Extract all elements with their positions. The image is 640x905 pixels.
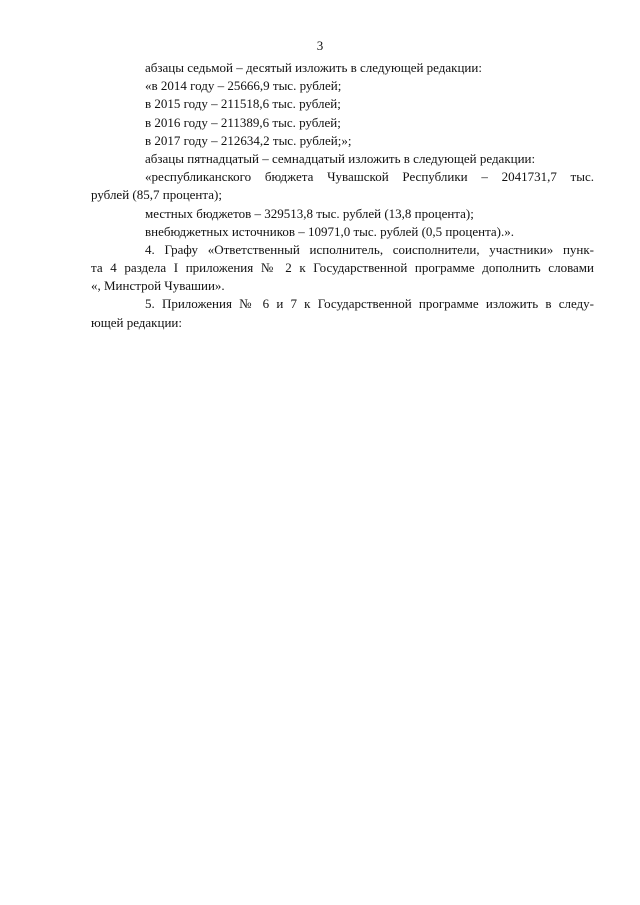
paragraph-line: местных бюджетов – 329513,8 тыс. рублей (13,8 процента); <box>145 205 474 221</box>
paragraph-line: 4. Графу «Ответственный исполнитель, соисполнители, участники» пунк- <box>145 241 594 257</box>
paragraph-line: та 4 раздела I приложения № 2 к Государственной программе дополнить словами <box>91 260 594 276</box>
paragraph-line: «республиканского бюджета Чувашской Республики – 2041731,7 тыс. <box>145 169 594 185</box>
paragraph-line: «в 2014 году – 25666,9 тыс. рублей; <box>145 78 342 94</box>
paragraph-line: в 2017 году – 212634,2 тыс. рублей;»; <box>145 132 352 148</box>
paragraph-line: ющей редакции: <box>91 314 182 330</box>
paragraph-line: абзацы пятнадцатый – семнадцатый изложить в следующей редакции: <box>145 150 536 166</box>
paragraph-line: 5. Приложения № 6 и 7 к Государственной программе изложить в следу- <box>145 296 594 312</box>
paragraph-line: «, Минстрой Чувашии». <box>91 278 225 294</box>
paragraph-line: внебюджетных источников – 10971,0 тыс. рублей (0,5 процента).». <box>145 223 515 239</box>
paragraph-line: в 2016 году – 211389,6 тыс. рублей; <box>145 114 341 130</box>
document-body <box>91 59 594 332</box>
page-number: 3 <box>316 38 324 53</box>
paragraph-line: абзацы седьмой – десятый изложить в следующей редакции: <box>145 60 482 75</box>
paragraph-line: рублей (85,7 процента); <box>91 187 222 203</box>
paragraph-line: в 2015 году – 211518,6 тыс. рублей; <box>145 96 341 112</box>
